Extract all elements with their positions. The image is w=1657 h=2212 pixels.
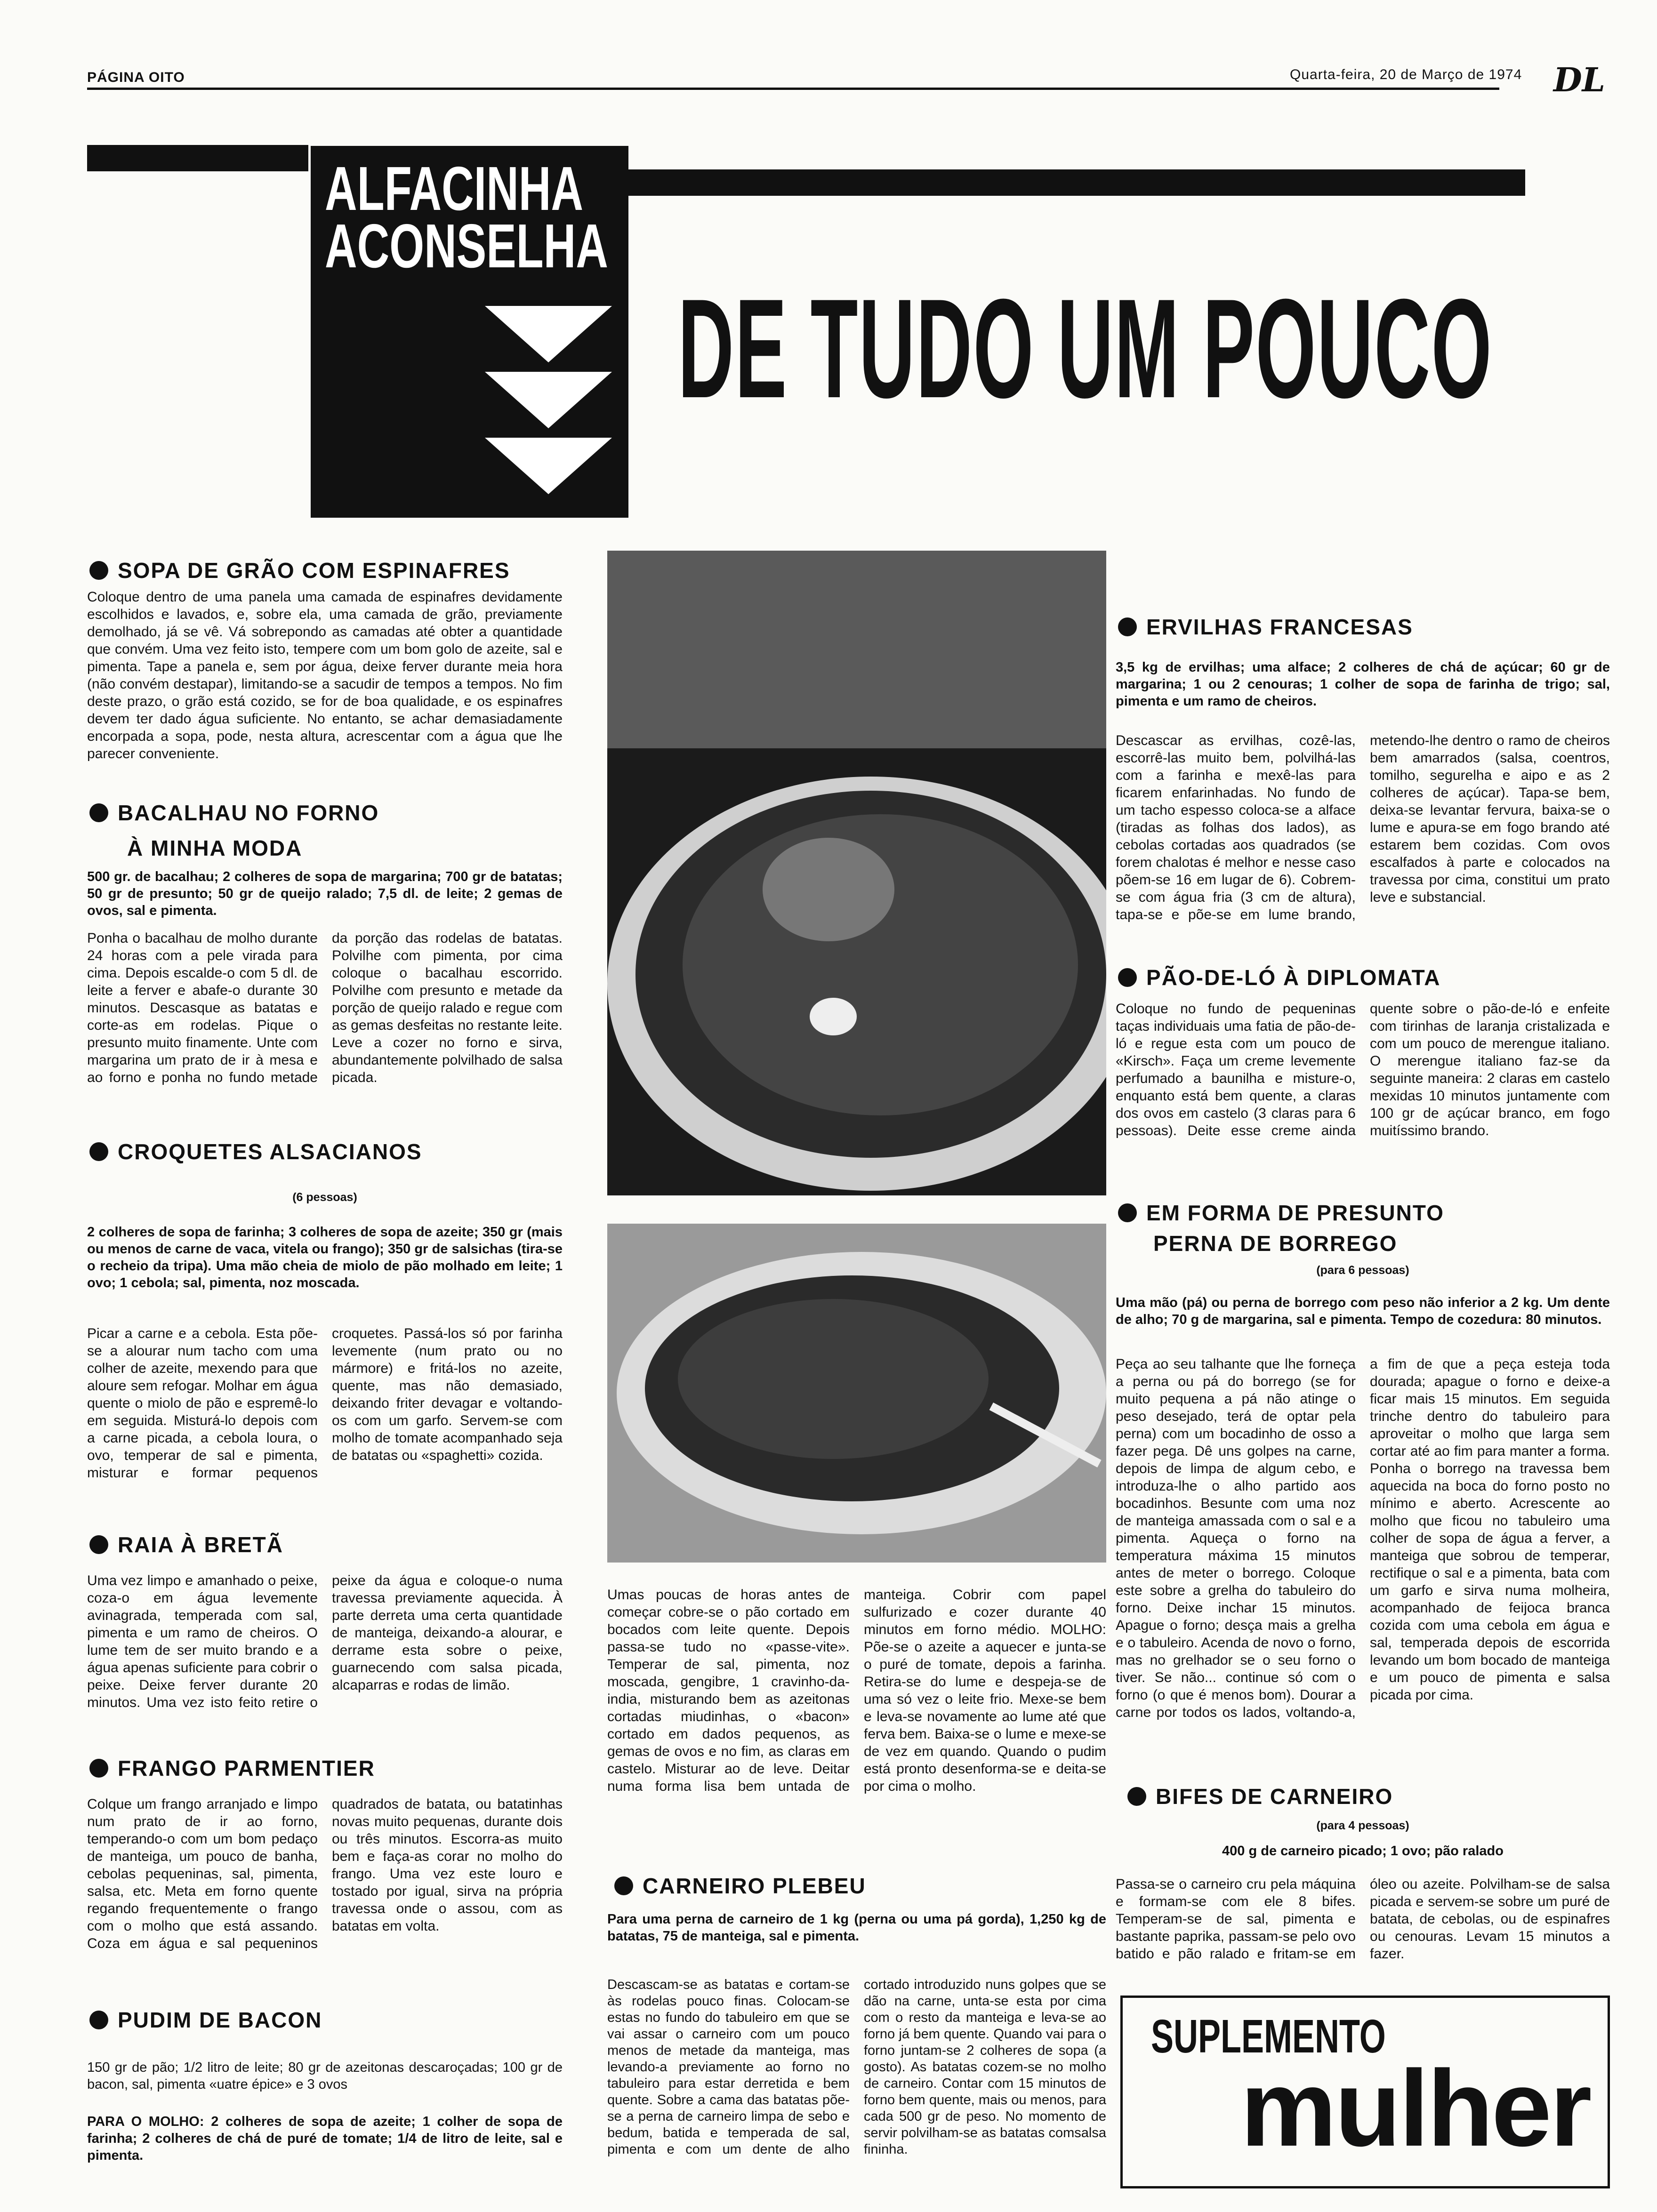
bullet-icon (614, 1876, 633, 1895)
mulher-label: mulher (1240, 2048, 1590, 2169)
bullet-icon (89, 561, 108, 580)
title-box-line2: ACONSELHA (325, 211, 608, 281)
croquetes-ingredients: 2 colheres de sopa de farinha; 3 colheres de sopa de azeite; 350 gr (mais ou menos de carne de vaca, vitela ou frango); 350 gr de salsichas (tira-se o recheio da tripa). Uma mão cheia de miolo de pão molhado em leite; 1 ovo; 1 cebola; sal, pimenta, noz moscada. (87, 1225, 563, 1290)
croquetes-text: Picar a carne e a cebola. Esta põe-se a alourar num tacho com uma colher de azeite, mexendo para que aloure sem refogar. Molhar em água quente o miolo de pão e espremê-lo em seguida. Misturá-lo depois com a carne picada, a cebola loura, o ovo, temperar de sal e pimenta, misturar e formar pequenos croquetes. Passá-los só por farinha levemente (num prato ou no mármore) e fritá-los no azeite, quente, mas não demasiado, deixando friter devagar e voltando-os com um garfo. Servem-se com molho de tomate acompanhado seja de batatas ou «spaghetti» cozida. (87, 1326, 563, 1481)
pudim-molho: PARA O MOLHO: 2 colheres de sopa de azeite; 1 colher de sopa de farinha; 2 colheres de chá de puré de tomate; 1/4 de litro de leite, sal e pimenta. (87, 2114, 563, 2163)
bullet-icon (89, 2011, 108, 2029)
carneiro-ingredients: Para uma perna de carneiro de 1 kg (perna ou uma pá gorda), 1,250 kg de batatas, 75 de manteiga, sal e pimenta. (607, 1912, 1106, 1944)
bacalhau-ingredients: 500 gr. de bacalhau; 2 colheres de sopa de margarina; 700 gr de batatas; 50 gr de presunto; 50 gr de queijo ralado; 7,5 dl. de leite; 2 gemas de ovos, sal e pimenta. (87, 869, 563, 918)
peas-dish-illustration (607, 551, 1106, 1195)
section-title-presunto: EM FORMA DE PRESUNTO (1118, 1200, 1444, 1226)
down-arrows-icon (480, 301, 617, 513)
bullet-icon (89, 1759, 108, 1778)
title-bar-right (628, 169, 1525, 196)
section-title-pudim: PUDIM DE BACON (89, 2007, 322, 2033)
frango-text: Colque um frango arranjado e limpo num prato de ir ao forno, temperando-o com um bom pedaço de manteiga, um pouco de banha, cebolas pequeninas, sal, pimenta, salsa, etc. Meta em forno quente regando frequentemente o frango com o molho que está assando. Coza em água e sal pequeninos quadrados de batata, ou batatinhas novas muito pequenas, durante dois ou três minutos. Escorra-as muito bem e faça-as corar no molho do frango. Uma vez este louro e tostado por igual, sirva na própria travessa onde o assou, com as batatas em volta. (87, 1796, 563, 1951)
croquetes-portions: (6 pessoas) (292, 1191, 357, 1204)
raia-text: Uma vez limpo e amanhado o peixe, coza-o em água levemente avinagrada, temperada com sal, pimenta e um ramo de cheiros. O lume tem de ser muito brando e a água apenas suficiente para cobrir o peixe. Deixe ferver durante 20 minutos. Uma vez isto feito retire o peixe da água e coloque-o numa travessa previamente aquecida. À parte derreta uma certa quantidade de manteiga, deixando-a alourar, e derrame esta sobre o peixe, guarnecendo com salsa picada, alcaparras e rodas de limão. (87, 1573, 563, 1710)
newspaper-logo: DL (1553, 60, 1605, 99)
ervilhas-text: Descascar as ervilhas, cozê-las, escorrê-las muito bem, polvilhá-las com a farinha e mexê-las para ficarem enfarinhadas. No fundo de um tacho espesso coloca-se a alface (tiradas as folhas dos lados), as cebolas cortadas aos quadrados (se forem chalotas é melhor e nesse caso põem-se 16 em lugar de 6). Cobrem-se com água fria (3 cm de altura), tapa-se e põe-se em lume brando, metendo-lhe dentro o ramo de cheiros bem amarrados (salsa, coentros, tomilho, segurelha e aipo e as 2 colheres de açúcar). Tapa-se bem, deixa-se levantar fervura, baixa-se o lume e apura-se em fogo brando até estarem bem cozidas. Com ovos escalfados à parte e colocados na travessa por cima, constitui um prato leve e substancial. (1116, 733, 1610, 922)
section-title-croquetes: CROQUETES ALSACIANOS (89, 1139, 422, 1164)
presunto-portions: (para 6 pessoas) (1316, 1264, 1409, 1277)
bullet-icon (89, 1535, 108, 1554)
carneiro-text: Descascam-se as batatas e cortam-se às rodelas pouco finas. Colocam-se estas no fundo do tabuleiro em que se vai assar o carneiro com um pouco menos de metade da manteiga, mas levando-a previamente ao forno no tabuleiro para estar derretida e bem quente. Sobre a cama das batatas põe-se a perna de carneiro limpa de sebo e bedum, batida e temperada de sal, pimenta e com um dente de alho cortado introduzido nuns golpes que se dão na carne, unta-se esta por cima com o resto da manteiga e leva-se ao forno já bem quente. Quando vai para o forno juntam-se 2 colheres de sopa (a gosto). As batatas cozem-se no molho de carneiro. Contar com 15 minutos de forno bem quente, mais ou menos, para cada 500 gr de peso. No momento de servir polvilham-se as batatas comsalsa fininha. (607, 1977, 1106, 2157)
bifes-portions: (para 4 pessoas) (1316, 1819, 1409, 1832)
section-title-bifes: BIFES DE CARNEIRO (1127, 1784, 1393, 1809)
bullet-icon (1127, 1787, 1146, 1806)
page-label: PÁGINA OITO (87, 70, 185, 85)
food-photo-dish (607, 1224, 1106, 1563)
header-rule (87, 88, 1499, 90)
presunto-subtitle: PERNA DE BORREGO (1153, 1231, 1398, 1256)
bullet-icon (1118, 617, 1137, 636)
sopa-text: Coloque dentro de uma panela uma camada de espinafres devidamente escolhidos e lavados, e, sobre ela, uma camada de grão, previamente demolhado, já se vê. Vá sobrepondo as camadas até obter a quantidade que convém. Uma vez feito isto, tempere com um bom golo de azeite, sal e pimenta. Tape a panela e, sem por água, deixe ferver durante meia hora (não convém destapar), limitando-se a sacudir de tempos a tempos. No fim deste prazo, o grão está cozido, se for de boa qualidade, e os espinafres devem ter dado água suficiente. No entanto, se achar demasiadamente encorpada a sopa, pode, nesta altura, acrescentar com a água que lhe parecer conveniente. (87, 589, 563, 761)
bifes-text: Passa-se o carneiro cru pela máquina e formam-se com ele 8 bifes. Temperam-se de sal, pimenta e bastante paprika, passam-se pelo ovo batido e pão ralado e fritam-se em óleo ou azeite. Polvilham-se de salsa picada e servem-se sobre um puré de batata, de cebolas, ou de espinafres ou cenouras. Levam 15 minutos a fazer. (1116, 1876, 1610, 1962)
food-photo-peas (607, 551, 1106, 1195)
bullet-icon (89, 1142, 108, 1161)
bacalhau-text: Ponha o bacalhau de molho durante 24 horas com a pele virada para cima. Depois escalde-o com 5 dl. de leite a ferver e abafe-o durante 30 minutos. Descasque as batatas e corte-as em rodelas. Pique o presunto muito finamente. Unte com margarina um prato de ir à mesa e ao forno e ponha no fundo metade da porção das rodelas de batatas. Polvilhe com pimenta, por cima coloque o bacalhau escorrido. Polvilhe com presunto e metade da porção de queijo ralado e regue com as gemas desfeitas no restante leite. Leve a cozer no forno e sirva, abundantemente polvilhado de salsa picada. (87, 930, 563, 1085)
title-bar-left (87, 145, 308, 171)
section-title-carneiro: CARNEIRO PLEBEU (614, 1873, 866, 1899)
section-title-sopa: SOPA DE GRÃO COM ESPINAFRES (89, 558, 510, 583)
pudim-ingredients: 150 gr de pão; 1/2 litro de leite; 80 gr de azeitonas descaroçadas; 100 gr de bacon, sal, pimenta «uatre épice» e 3 ovos (87, 2060, 563, 2092)
bullet-icon (1118, 968, 1137, 987)
suplemento-label: SUPLEMENTO (1151, 2010, 1386, 2063)
paodelo-text: Coloque no fundo de pequeninas taças individuais uma fatia de pão-de-ló e regue esta com um pouco de «Kirsch». Faça um creme levemente perfumado a baunilha e misture-o, enquanto está bem quente, a claras dos ovos em castelo (3 claras para 6 pessoas). Deite esse creme ainda quente sobre o pão-de-ló e enfeite com tirinhas de laranja cristalizada e com um pouco de merengue italiano. O merengue italiano faz-se da seguinte maneira: 2 claras em castelo mexidas 10 minutos juntamente com 100 gr de açúcar branco, em fogo muitíssimo brando. (1116, 1001, 1610, 1138)
bacalhau-subtitle: À MINHA MODA (127, 836, 303, 860)
section-title-raia: RAIA À BRETÃ (89, 1532, 283, 1557)
presunto-ingredients: Uma mão (pá) ou perna de borrego com peso não inferior a 2 kg. Um dente de alho; 70 g de margarina, sal e pimenta. Tempo de cozedura: 80 minutos. (1116, 1295, 1610, 1327)
suplemento-mulher-box (1120, 1996, 1610, 2188)
pudim-text: Umas poucas de horas antes de começar cobre-se o pão cortado em bocados com leite quente. Depois passa-se tudo no «passe-vite». Temperar de sal, pimenta, noz moscada, gengibre, 1 cravinho-da-india, misturando bem as azeitonas cortadas miudinhas, o «bacon» cortado em dados pequenos, as gemas de ovos e no fim, as claras em castelo. Misturar ao de leve. Deitar numa forma lisa bem untada de manteiga. Cobrir com papel sulfurizado e cozer durante 40 minutos em forno médio. MOLHO: Põe-se o azeite a aquecer e junta-se o puré de tomate, depois a farinha. Retira-se do lume e despeja-se de uma só vez o leite frio. Mexe-se bem e leva-se novamente ao lume até que ferva bem. Baixa-se o lume e mexe-se de vez em quando. Quando o pudim está pronto desenforma-se e deita-se por cima o molho. (607, 1587, 1106, 1794)
section-title-frango: FRANGO PARMENTIER (89, 1755, 375, 1781)
meat-dish-illustration (607, 1224, 1106, 1563)
presunto-text: Peça ao seu talhante que lhe forneça a perna ou pá do borrego (se for muito pequena a pá não atinge o peso desejado, terá de optar pela perna) com um bocadinho de osso a fazer pega. Dê uns golpes na carne, depois de limpa de algum cebo, e introduza-lhe o alho partido aos bocadinhos. Besunte com uma noz de manteiga amassada com o sal e a pimenta. Aqueça o forno na temperatura máxima 15 minutos antes de meter o borrego. Coloque este sobre a grelha do tabuleiro do forno. Deixe inchar 15 minutos. Apague o forno; desça mais a grelha e o tabuleiro. Acenda de novo o forno, mas no grelhador se o seu forno o tiver. Se não... continue só com o forno (o que é menos bom). Dourar a carne por todos os lados, voltando-a, a fim de que a peça esteja toda dourada; apague o forno e deixe-a ficar mais 15 minutos. Em seguida trinche dentro do tabuleiro para aproveitar o molho que larga sem cortar até ao fim para manter a forma. Ponha o borrego na travessa bem aquecida na boca do forno posto no mínimo e aberto. Acrescente ao molho que ficou no tabuleiro uma colher de sopa de água a ferver, a manteiga que sobrou de temperar, rectifique o sal e a pimenta, bata com um garfo e sirva numa molheira, acompanhado de feijoca branca cozida com uma cebola em água e sal, temperada depois de escorrida levando um bom bocado de manteiga e um pouco de pimenta e salsa picada por cima. (1116, 1356, 1610, 1720)
bullet-icon (89, 803, 108, 822)
issue-date: Quarta-feira, 20 de Março de 1974 (1290, 67, 1522, 82)
alfacinha-aconselha-box (311, 146, 628, 518)
bifes-ingredients: 400 g de carneiro picado; 1 ovo; pão ralado (1222, 1843, 1504, 1859)
ervilhas-ingredients: 3,5 kg de ervilhas; uma alface; 2 colheres de chá de açúcar; 60 gr de margarina; 1 ou 2 cenouras; 1 colher de sopa de farinha de trigo; sal, pimenta e um ramo de cheiros. (1116, 660, 1610, 709)
main-title: DE TUDO UM POUCO (678, 269, 1493, 427)
section-title-ervilhas: ERVILHAS FRANCESAS (1118, 614, 1413, 640)
section-title-paodelo: PÃO-DE-LÓ À DIPLOMATA (1118, 965, 1440, 990)
section-title-bacalhau: BACALHAU NO FORNO (89, 800, 379, 825)
title-box-line1: ALFACINHA (325, 154, 584, 223)
bullet-icon (1118, 1203, 1137, 1222)
